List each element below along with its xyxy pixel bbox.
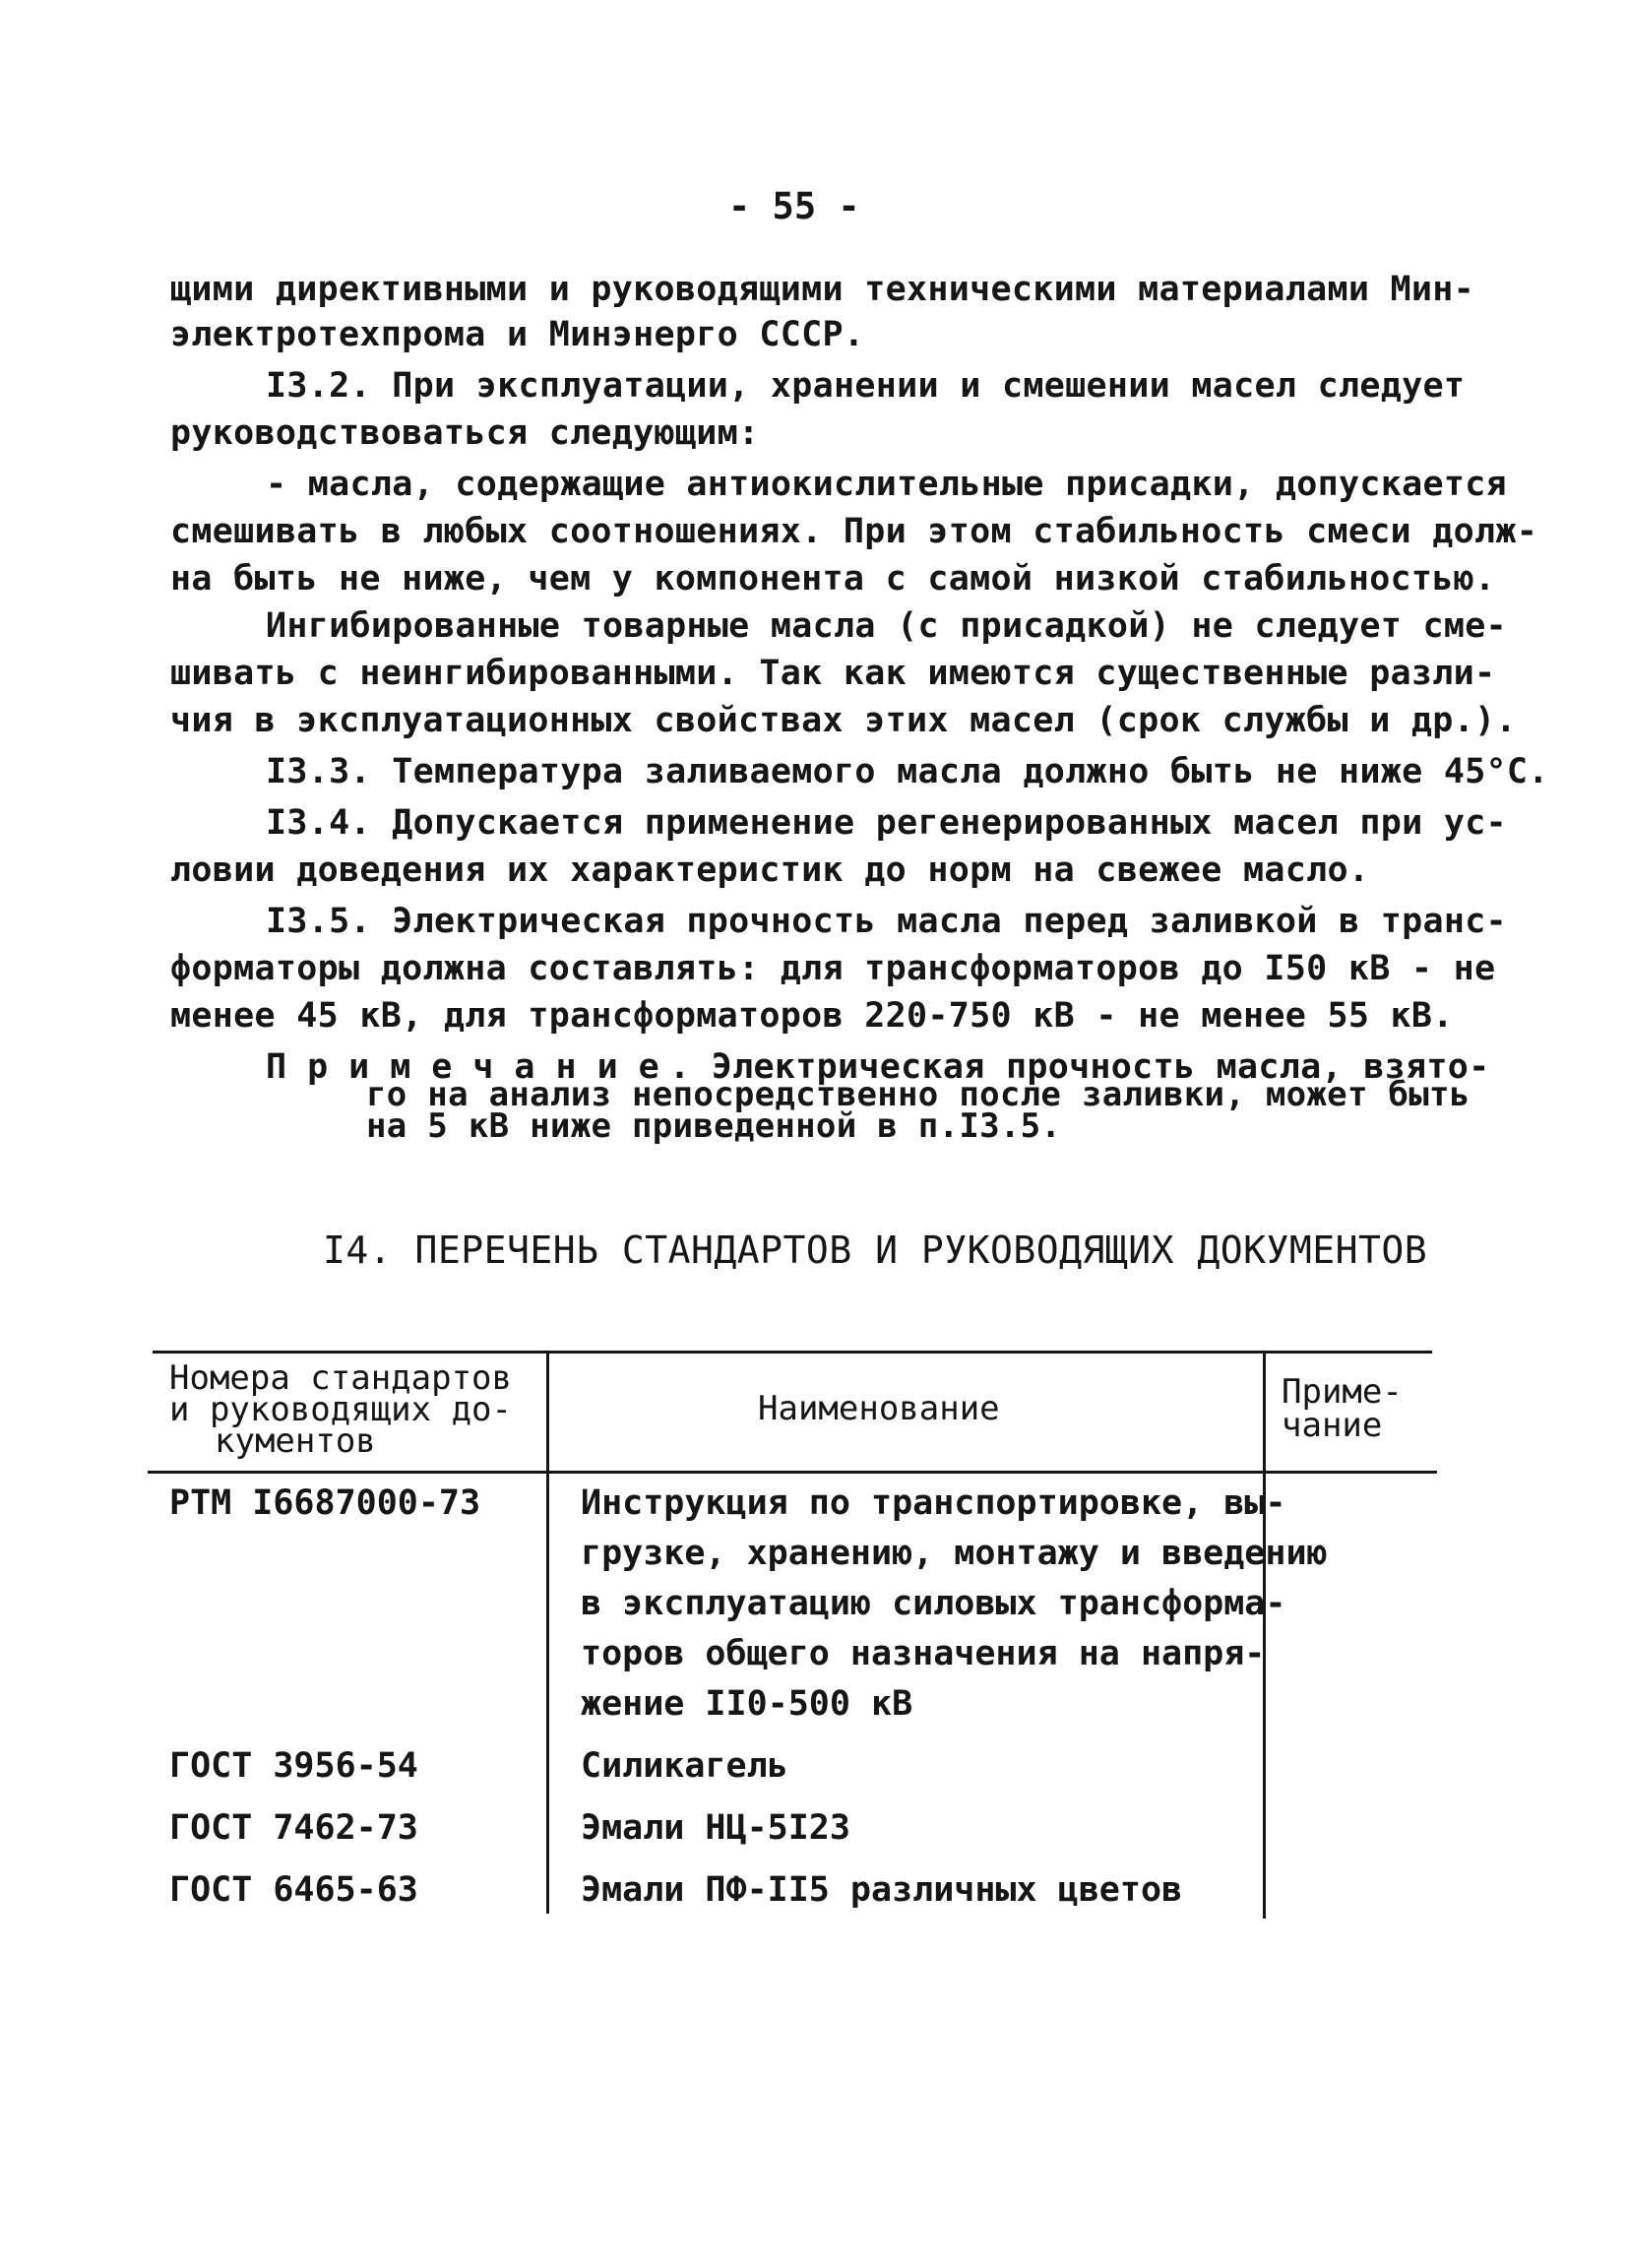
table-row-name: Инструкция по транспортировке, вы- (581, 1483, 1286, 1523)
body-line: - масла, содержащие антиокислительные присадки, допускается (266, 465, 1507, 504)
table-row-number: ГОСТ 7462-73 (169, 1808, 418, 1848)
table-row-name: Эмали ПФ-II5 различных цветов (581, 1870, 1183, 1910)
header-numbers: кументов (215, 1421, 376, 1461)
header-name: Наименование (758, 1389, 1000, 1428)
body-line: смешивать в любых соотношениях. При этом стабильность смеси долж- (170, 512, 1538, 551)
body-line: электротехпрома и Минэнерго СССР. (170, 315, 865, 354)
table-row-name: жение II0-500 кВ (581, 1684, 913, 1724)
body-line: форматоры должна составлять: для трансформаторов до I50 кВ - не (170, 949, 1496, 988)
body-line: менее 45 кВ, для трансформаторов 220-750 кВ - не менее 55 кВ. (170, 996, 1454, 1036)
page-number: - 55 - (728, 185, 860, 227)
header-numbers: и руководящих до- (169, 1390, 512, 1429)
table-row-name: в эксплуатацию силовых трансформа- (581, 1584, 1286, 1623)
body-line: Ингибированные товарные масла (с присадкой) не следует сме- (266, 606, 1507, 646)
note-line: на 5 кВ ниже приведенной в п.I3.5. (366, 1106, 1062, 1146)
table-row-number: РТМ I6687000-73 (169, 1483, 481, 1523)
body-line: на быть не ниже, чем у компонента с самой низкой стабильностью. (170, 559, 1496, 598)
body-line: I3.4. Допускается применение регенерированных масел при ус- (266, 803, 1507, 843)
table-row-name: Силикагель (581, 1746, 788, 1786)
body-line: I3.3. Температура заливаемого масла должно быть не ниже 45°С. (266, 752, 1549, 791)
body-line: I3.2. При эксплуатации, хранении и смешении масел следует (266, 366, 1466, 406)
table-row-number: ГОСТ 3956-54 (169, 1746, 418, 1786)
header-note: чание (1282, 1406, 1383, 1445)
header-note: Приме- (1282, 1372, 1403, 1412)
body-line: I3.5. Электрическая прочность масла перед заливкой в транс- (266, 902, 1507, 941)
table-row-name: грузке, хранению, монтажу и введению (581, 1534, 1328, 1573)
body-line: щими директивными и руководящими техническими материалами Мин- (170, 270, 1475, 309)
body-line: шивать с неингибированными. Так как имеются существенные разли- (170, 654, 1496, 693)
table-header-rule (148, 1471, 1437, 1474)
note-line: го на анализ непосредственно после заливки, может быть (366, 1075, 1471, 1114)
table-row-number: ГОСТ 6465-63 (169, 1870, 418, 1910)
table-row-name: Эмали НЦ-5I23 (581, 1808, 850, 1848)
table-top-rule (153, 1351, 1432, 1354)
table-column-divider (546, 1353, 549, 1914)
note-label: Примечание (266, 1047, 680, 1087)
section-title: I4. ПЕРЕЧЕНЬ СТАНДАРТОВ И РУКОВОДЯЩИХ ДОКУМЕНТОВ (323, 1228, 1428, 1272)
header-numbers: Номера стандартов (169, 1358, 512, 1398)
body-line: руководствоваться следующим: (170, 413, 760, 453)
body-line: чия в эксплуатационных свойствах этих масел (срок службы и др.). (170, 701, 1517, 740)
note-line: . Электрическая прочность масла, взято- (669, 1047, 1490, 1087)
table-row-name: торов общего назначения на напря- (581, 1634, 1266, 1673)
body-line: ловии доведения их характеристик до норм на свежее масло. (170, 850, 1370, 890)
